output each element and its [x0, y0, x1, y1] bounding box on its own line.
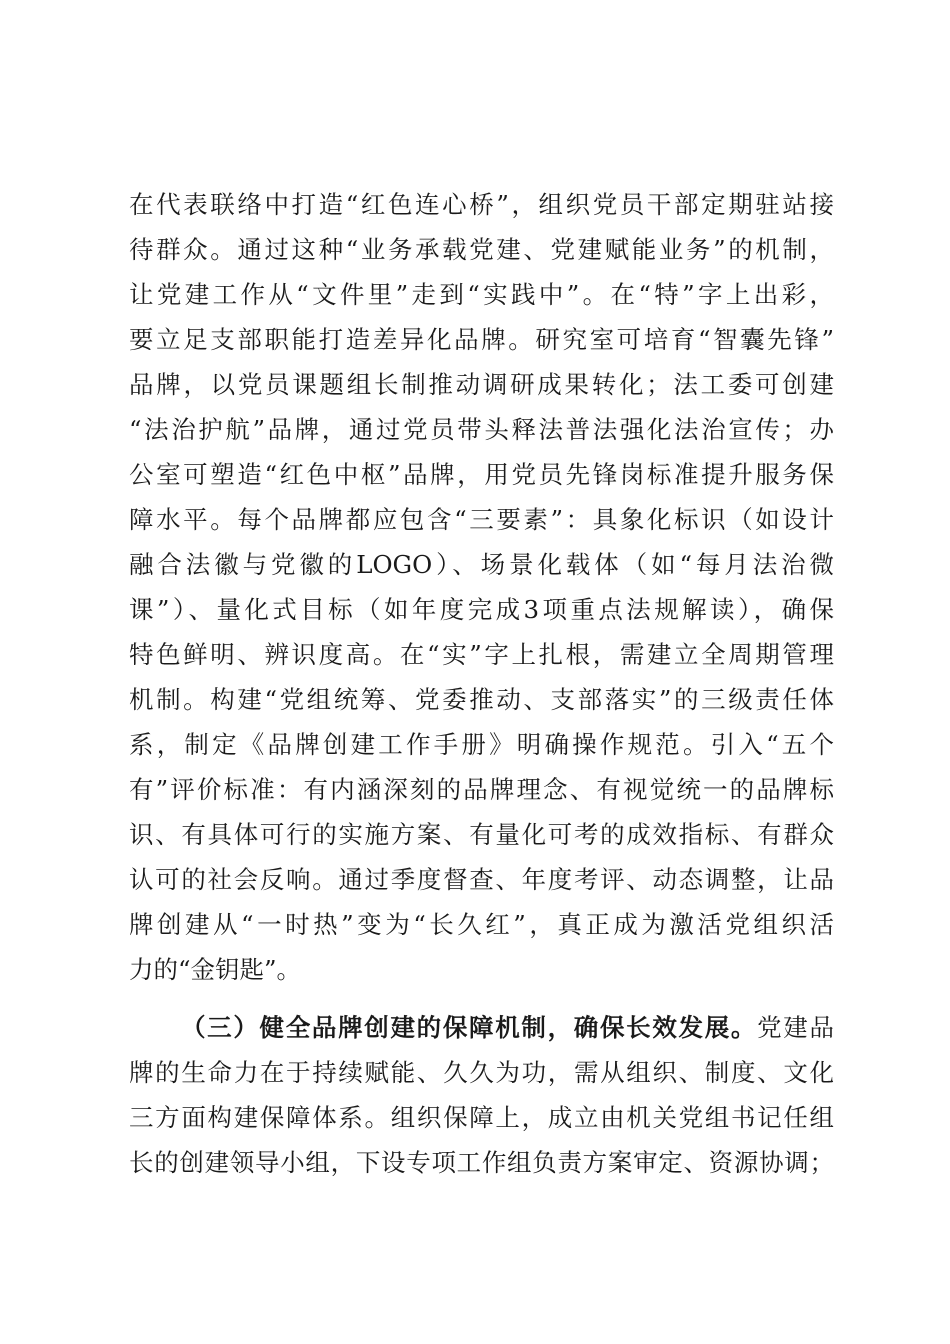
paragraph-line: 在代表联络中打造“红色连心桥”，组织党员干部定期驻站接: [129, 190, 834, 219]
section-heading: （三）健全品牌创建的保障机制，确保长效发展。: [181, 1013, 758, 1042]
paragraph-line: 障水平。每个品牌都应包含“三要素”：具象化标识（如设计: [129, 505, 834, 534]
section-heading-line: [129, 1005, 834, 1050]
body-text: [129, 182, 834, 1185]
paragraph-line: 机制。构建“党组统筹、党委推动、支部落实”的三级责任体: [129, 685, 834, 714]
paragraph-line: 品牌，以党员课题组长制推动调研成果转化；法工委可创建: [129, 370, 834, 399]
paragraph-line: 特色鲜明、辨识度高。在“实”字上扎根，需建立全周期管理: [129, 640, 834, 669]
paragraph-line: 待群众。通过这种“业务承载党建、党建赋能业务”的机制，: [129, 235, 834, 264]
paragraph-line: 要立足支部职能打造差异化品牌。研究室可培育“智囊先锋”: [129, 325, 834, 354]
paragraph-gap: [129, 992, 834, 1005]
paragraph-line: 三方面构建保障体系。组织保障上，成立由机关党组书记任组: [129, 1103, 834, 1132]
paragraph-text: 党建品: [757, 1013, 834, 1042]
paragraph-line: 牌的生命力在于持续赋能、久久为功，需从组织、制度、文化: [129, 1058, 834, 1087]
paragraph-line: 认可的社会反响。通过季度督查、年度考评、动态调整，让品: [129, 865, 834, 894]
paragraph-line: “法治护航”品牌，通过党员带头释法普法强化法治宣传；办: [129, 415, 834, 444]
paragraph-line: 公室可塑造“红色中枢”品牌，用党员先锋岗标准提升服务保: [129, 460, 834, 489]
paragraph-line: 牌创建从“一时热”变为“长久红”，真正成为激活党组织活: [129, 910, 834, 939]
paragraph-line: 课”）、量化式目标（如年度完成3项重点法规解读），确保: [129, 595, 834, 624]
paragraph-line: 融合法徽与党徽的LOGO）、场景化载体（如“每月法治微: [129, 550, 834, 579]
paragraph-line: 长的创建领导小组，下设专项工作组负责方案审定、资源协调；: [129, 1148, 834, 1177]
paragraph-line: 识、有具体可行的实施方案、有量化可考的成效指标、有群众: [129, 820, 834, 849]
paragraph-line: 力的“金钥匙”。: [129, 955, 302, 984]
paragraph-line: 让党建工作从“文件里”走到“实践中”。在“特”字上出彩，: [129, 280, 834, 309]
paragraph-line: 系，制定《品牌创建工作手册》明确操作规范。引入“五个: [129, 730, 834, 759]
paragraph-line: 有”评价标准：有内涵深刻的品牌理念、有视觉统一的品牌标: [129, 775, 834, 804]
